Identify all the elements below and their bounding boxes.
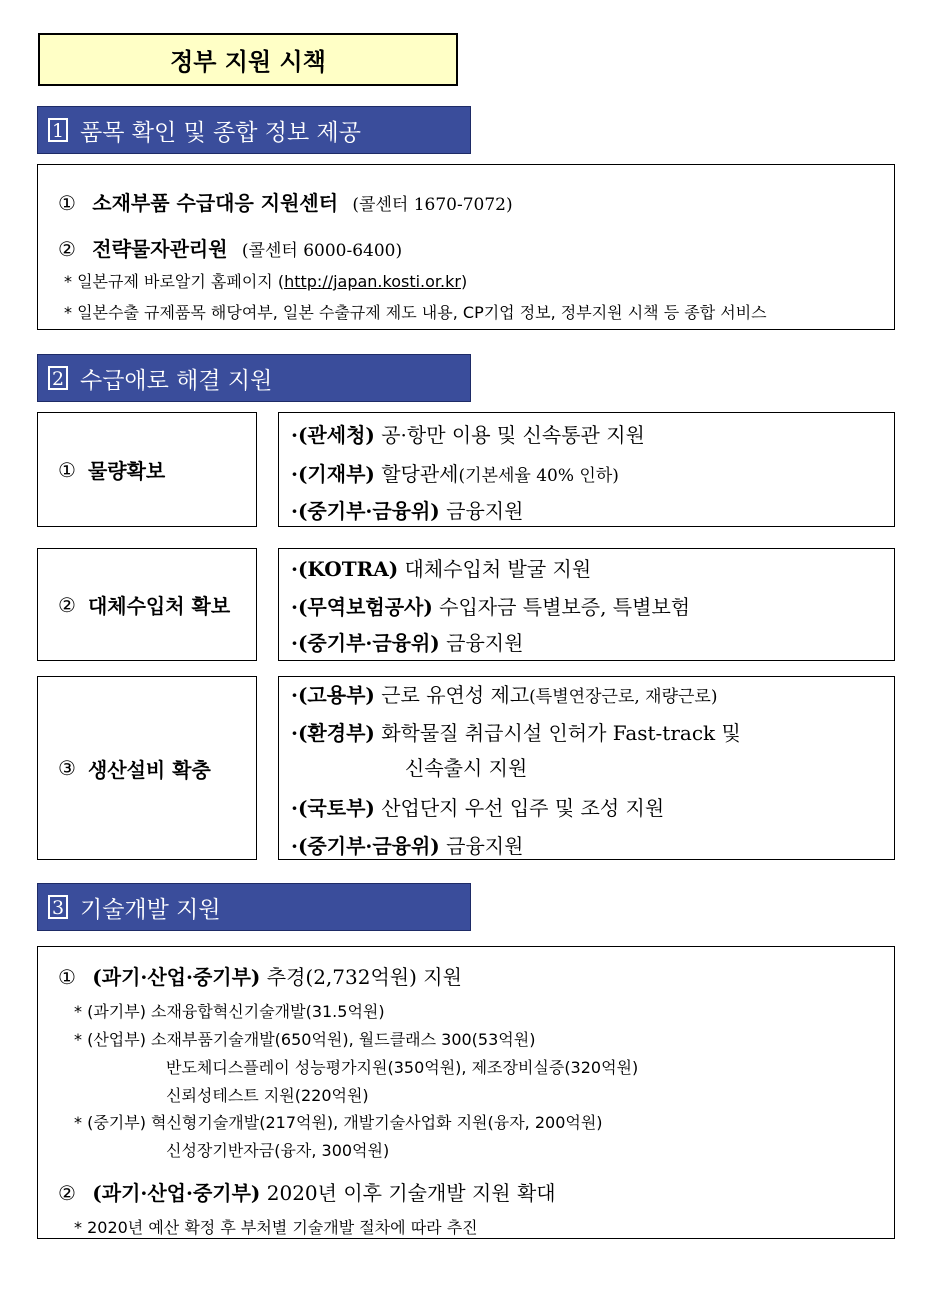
text: 금융지원 [439,631,524,655]
note-text: 반도체디스플레이 성능평가지원(350억원), 제조장비실증(320억원) [166,1058,639,1077]
text: 대체수입처 발굴 지원 [398,557,592,581]
org: ·(관세청) [291,423,375,447]
section3-header [37,883,471,931]
text: 공·항만 이용 및 신속통관 지원 [374,423,645,447]
section3-title: 기술개발 지원 [80,896,221,923]
text: 근로 유연성 제고 [374,683,530,707]
section3-note3 [166,1055,638,1078]
section3-item2 [58,1177,556,1206]
group3-line3 [291,792,664,821]
item-text: 2020년 이후 기술개발 지원 확대 [260,1181,556,1205]
section2-number: 2 [48,366,68,390]
org: ·(중기부·금융위) [291,499,440,523]
text: 수입자금 특별보증, 특별보험 [432,595,691,619]
section3-number: 3 [48,895,68,919]
section3-box [37,946,895,1239]
extra: (특별연장근로, 재량근로) [529,687,718,707]
group-circle: ② [58,592,76,617]
org: ·(국토부) [291,796,375,820]
item-circle: ② [58,237,76,261]
group2-line3 [291,627,523,656]
section3-note4 [166,1083,369,1106]
group-title: 대체수입처 확보 [87,594,231,618]
text: 화학물질 취급시설 인허가 Fast-track 및 [374,721,741,745]
group-title: 물량확보 [87,459,166,483]
org: ·(무역보험공사) [291,595,433,619]
note-text: 신성장기반자금(융자, 300억원) [166,1141,390,1160]
group3-label [37,676,257,860]
org: ·(고용부) [291,683,375,707]
group-title: 생산설비 확충 [87,757,211,782]
extra: (기본세율 40% 인하) [458,466,619,486]
section1-item1 [58,187,513,216]
note-text: * 일본수출 규제품목 해당여부, 일본 수출규제 제도 내용, CP기업 정보, 정부지원 시책 등 종합 서비스 [64,303,767,322]
group3-line2-cont [405,752,527,781]
item-text: 추경(2,732억원) 지원 [260,965,462,989]
note-suffix: ) [460,272,468,291]
page-title-text: 정부 지원 시책 [170,48,326,76]
section2-header [37,354,471,402]
section3-note6 [166,1138,389,1161]
text: 산업단지 우선 입주 및 조성 지원 [374,796,665,820]
note-text: * 2020년 예산 확정 후 부처별 기술개발 절차에 따라 추진 [74,1218,478,1237]
org: ·(기재부) [291,462,375,486]
section1-number: 1 [48,118,68,142]
item-name: 전략물자관리원 [92,237,228,261]
text: 할당관세 [374,462,459,486]
note-prefix: * 일본규제 바로알기 홈페이지 ( [64,272,285,291]
text: 금융지원 [439,834,524,858]
section1-note2 [64,300,767,323]
org: ·(환경부) [291,721,375,745]
section1-box [37,164,895,330]
group1-line3 [291,495,523,524]
section3-note-last [74,1215,478,1238]
item-name: 소재부품 수급대응 지원센터 [92,191,339,215]
section3-item1 [58,961,462,990]
group3-line2 [291,717,741,746]
item-detail: (콜센터 1670-7072) [352,195,513,215]
group3-line1 [291,679,717,708]
note-text: 신뢰성테스트 지원(220억원) [166,1086,369,1105]
org: ·(중기부·금융위) [291,631,440,655]
homepage-link[interactable]: http://japan.kosti.or.kr [284,272,461,291]
section1-title: 품목 확인 및 종합 정보 제공 [80,119,361,146]
group1-line1 [291,419,645,448]
text: 신속출시 지원 [405,756,528,780]
group2-line2 [291,591,690,620]
group2-content [278,548,895,661]
item-circle: ② [58,1181,76,1205]
group3-line4 [291,830,523,859]
item-circle: ① [58,965,76,989]
note-text: * (산업부) 소재부품기술개발(650억원), 월드클래스 300(53억원) [74,1030,536,1049]
section2-title: 수급애로 해결 지원 [80,367,273,394]
note-text: * (과기부) 소재융합혁신기술개발(31.5억원) [74,1002,385,1021]
group-circle: ① [58,457,76,482]
section3-note5 [74,1110,603,1133]
group2-label [37,548,257,661]
group3-content [278,676,895,860]
org: ·(KOTRA) [291,557,399,581]
item-org: (과기·산업·중기부) [92,965,261,989]
group-circle: ③ [58,756,76,780]
item-detail: (콜센터 6000-6400) [241,241,403,261]
group1-content [278,412,895,527]
note-text: * (중기부) 혁신형기술개발(217억원), 개발기술사업화 지원(융자, 200억원) [74,1113,603,1132]
section3-note2 [74,1027,535,1050]
group2-line1 [291,553,591,582]
section3-note1 [74,999,385,1022]
group1-label [37,412,257,527]
page-title [38,33,458,86]
section1-note1 [64,269,467,292]
text: 금융지원 [439,499,524,523]
section1-item2 [58,233,402,262]
section1-header [37,106,471,154]
org: ·(중기부·금융위) [291,834,440,858]
item-org: (과기·산업·중기부) [92,1181,261,1205]
group1-line2 [291,458,619,487]
item-circle: ① [58,191,76,215]
